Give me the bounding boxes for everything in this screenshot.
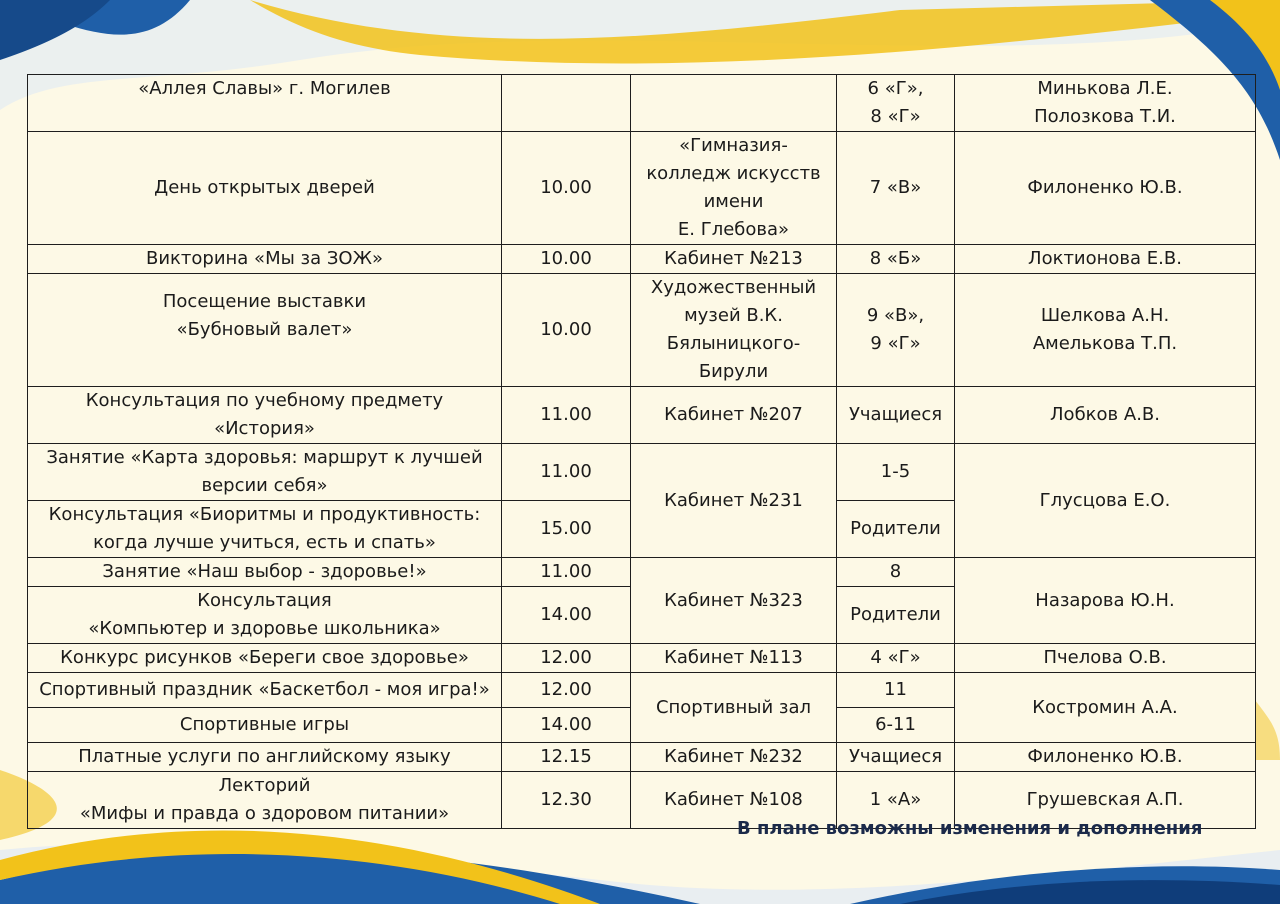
time-cell: 12.00 bbox=[502, 673, 631, 708]
responsible-cell: Пчелова О.В. bbox=[955, 644, 1256, 673]
table-row bbox=[28, 558, 1256, 587]
time-cell: 10.00 bbox=[502, 274, 631, 387]
time-cell: 11.00 bbox=[502, 558, 631, 587]
responsible-cell: Филоненко Ю.В. bbox=[955, 132, 1256, 245]
table-row bbox=[28, 274, 1256, 387]
table-row bbox=[28, 673, 1256, 708]
participants-cell: Родители bbox=[837, 587, 955, 644]
event-cell: Викторина «Мы за ЗОЖ» bbox=[28, 245, 502, 274]
event-cell: Платные услуги по английскому языку bbox=[28, 743, 502, 772]
place-cell: Спортивный зал bbox=[631, 673, 837, 743]
place-cell bbox=[631, 75, 837, 132]
responsible-cell: Костромин А.А. bbox=[955, 673, 1256, 743]
table-row bbox=[28, 245, 1256, 274]
place-cell: «Гимназия- колледж искусств имени Е. Глебова» bbox=[631, 132, 837, 245]
time-cell: 14.00 bbox=[502, 587, 631, 644]
responsible-cell: Минькова Л.Е. Полозкова Т.И. bbox=[955, 75, 1256, 132]
event-cell: Посещение выставки «Бубновый валет» bbox=[28, 274, 502, 387]
participants-cell: Родители bbox=[837, 501, 955, 558]
place-cell: Кабинет №231 bbox=[631, 444, 837, 558]
table-row bbox=[28, 75, 1256, 132]
responsible-cell: Шелкова А.Н. Амелькова Т.П. bbox=[955, 274, 1256, 387]
table-row bbox=[28, 644, 1256, 673]
responsible-cell: Локтионова Е.В. bbox=[955, 245, 1256, 274]
event-cell: День открытых дверей bbox=[28, 132, 502, 245]
event-cell: Занятие «Карта здоровья: маршрут к лучшей версии себя» bbox=[28, 444, 502, 501]
time-cell: 14.00 bbox=[502, 708, 631, 743]
time-cell: 11.00 bbox=[502, 387, 631, 444]
table-row bbox=[28, 444, 1256, 501]
place-cell: Кабинет №113 bbox=[631, 644, 837, 673]
responsible-cell: Лобков А.В. bbox=[955, 387, 1256, 444]
participants-cell: 6 «Г», 8 «Г» bbox=[837, 75, 955, 132]
footnote: В плане возможны изменения и дополнения bbox=[737, 818, 1203, 839]
event-cell: «Аллея Славы» г. Могилев bbox=[28, 75, 502, 132]
event-cell: Консультация «Биоритмы и продуктивность: когда лучше учиться, есть и спать» bbox=[28, 501, 502, 558]
place-cell: Кабинет №207 bbox=[631, 387, 837, 444]
schedule-table bbox=[27, 74, 1256, 829]
event-cell: Занятие «Наш выбор - здоровье!» bbox=[28, 558, 502, 587]
responsible-cell: Назарова Ю.Н. bbox=[955, 558, 1256, 644]
time-cell: 12.30 bbox=[502, 772, 631, 829]
participants-cell: 8 bbox=[837, 558, 955, 587]
time-cell: 15.00 bbox=[502, 501, 631, 558]
participants-cell: Учащиеся bbox=[837, 743, 955, 772]
place-cell: Художественный музей В.К. Бялыницкого- Бирули bbox=[631, 274, 837, 387]
responsible-cell: Глусцова Е.О. bbox=[955, 444, 1256, 558]
participants-cell: 4 «Г» bbox=[837, 644, 955, 673]
event-cell: Консультация по учебному предмету «История» bbox=[28, 387, 502, 444]
responsible-cell: Филоненко Ю.В. bbox=[955, 743, 1256, 772]
participants-cell: 11 bbox=[837, 673, 955, 708]
table-row bbox=[28, 132, 1256, 245]
participants-cell: 9 «В», 9 «Г» bbox=[837, 274, 955, 387]
time-cell: 10.00 bbox=[502, 132, 631, 245]
event-cell: Консультация «Компьютер и здоровье школьника» bbox=[28, 587, 502, 644]
event-cell: Спортивные игры bbox=[28, 708, 502, 743]
event-cell: Конкурс рисунков «Береги свое здоровье» bbox=[28, 644, 502, 673]
place-cell: Кабинет №108 bbox=[631, 772, 837, 829]
time-cell bbox=[502, 75, 631, 132]
table-row bbox=[28, 743, 1256, 772]
responsible-cell: Грушевская А.П. bbox=[955, 772, 1256, 829]
time-cell: 12.15 bbox=[502, 743, 631, 772]
participants-cell: 7 «В» bbox=[837, 132, 955, 245]
time-cell: 10.00 bbox=[502, 245, 631, 274]
place-cell: Кабинет №213 bbox=[631, 245, 837, 274]
event-cell: Спортивный праздник «Баскетбол - моя игра!» bbox=[28, 673, 502, 708]
participants-cell: 1-5 bbox=[837, 444, 955, 501]
participants-cell: 8 «Б» bbox=[837, 245, 955, 274]
participants-cell: 1 «А» bbox=[837, 772, 955, 829]
participants-cell: 6-11 bbox=[837, 708, 955, 743]
event-cell: Лекторий «Мифы и правда о здоровом питании» bbox=[28, 772, 502, 829]
table-row bbox=[28, 387, 1256, 444]
place-cell: Кабинет №232 bbox=[631, 743, 837, 772]
place-cell: Кабинет №323 bbox=[631, 558, 837, 644]
time-cell: 11.00 bbox=[502, 444, 631, 501]
time-cell: 12.00 bbox=[502, 644, 631, 673]
participants-cell: Учащиеся bbox=[837, 387, 955, 444]
